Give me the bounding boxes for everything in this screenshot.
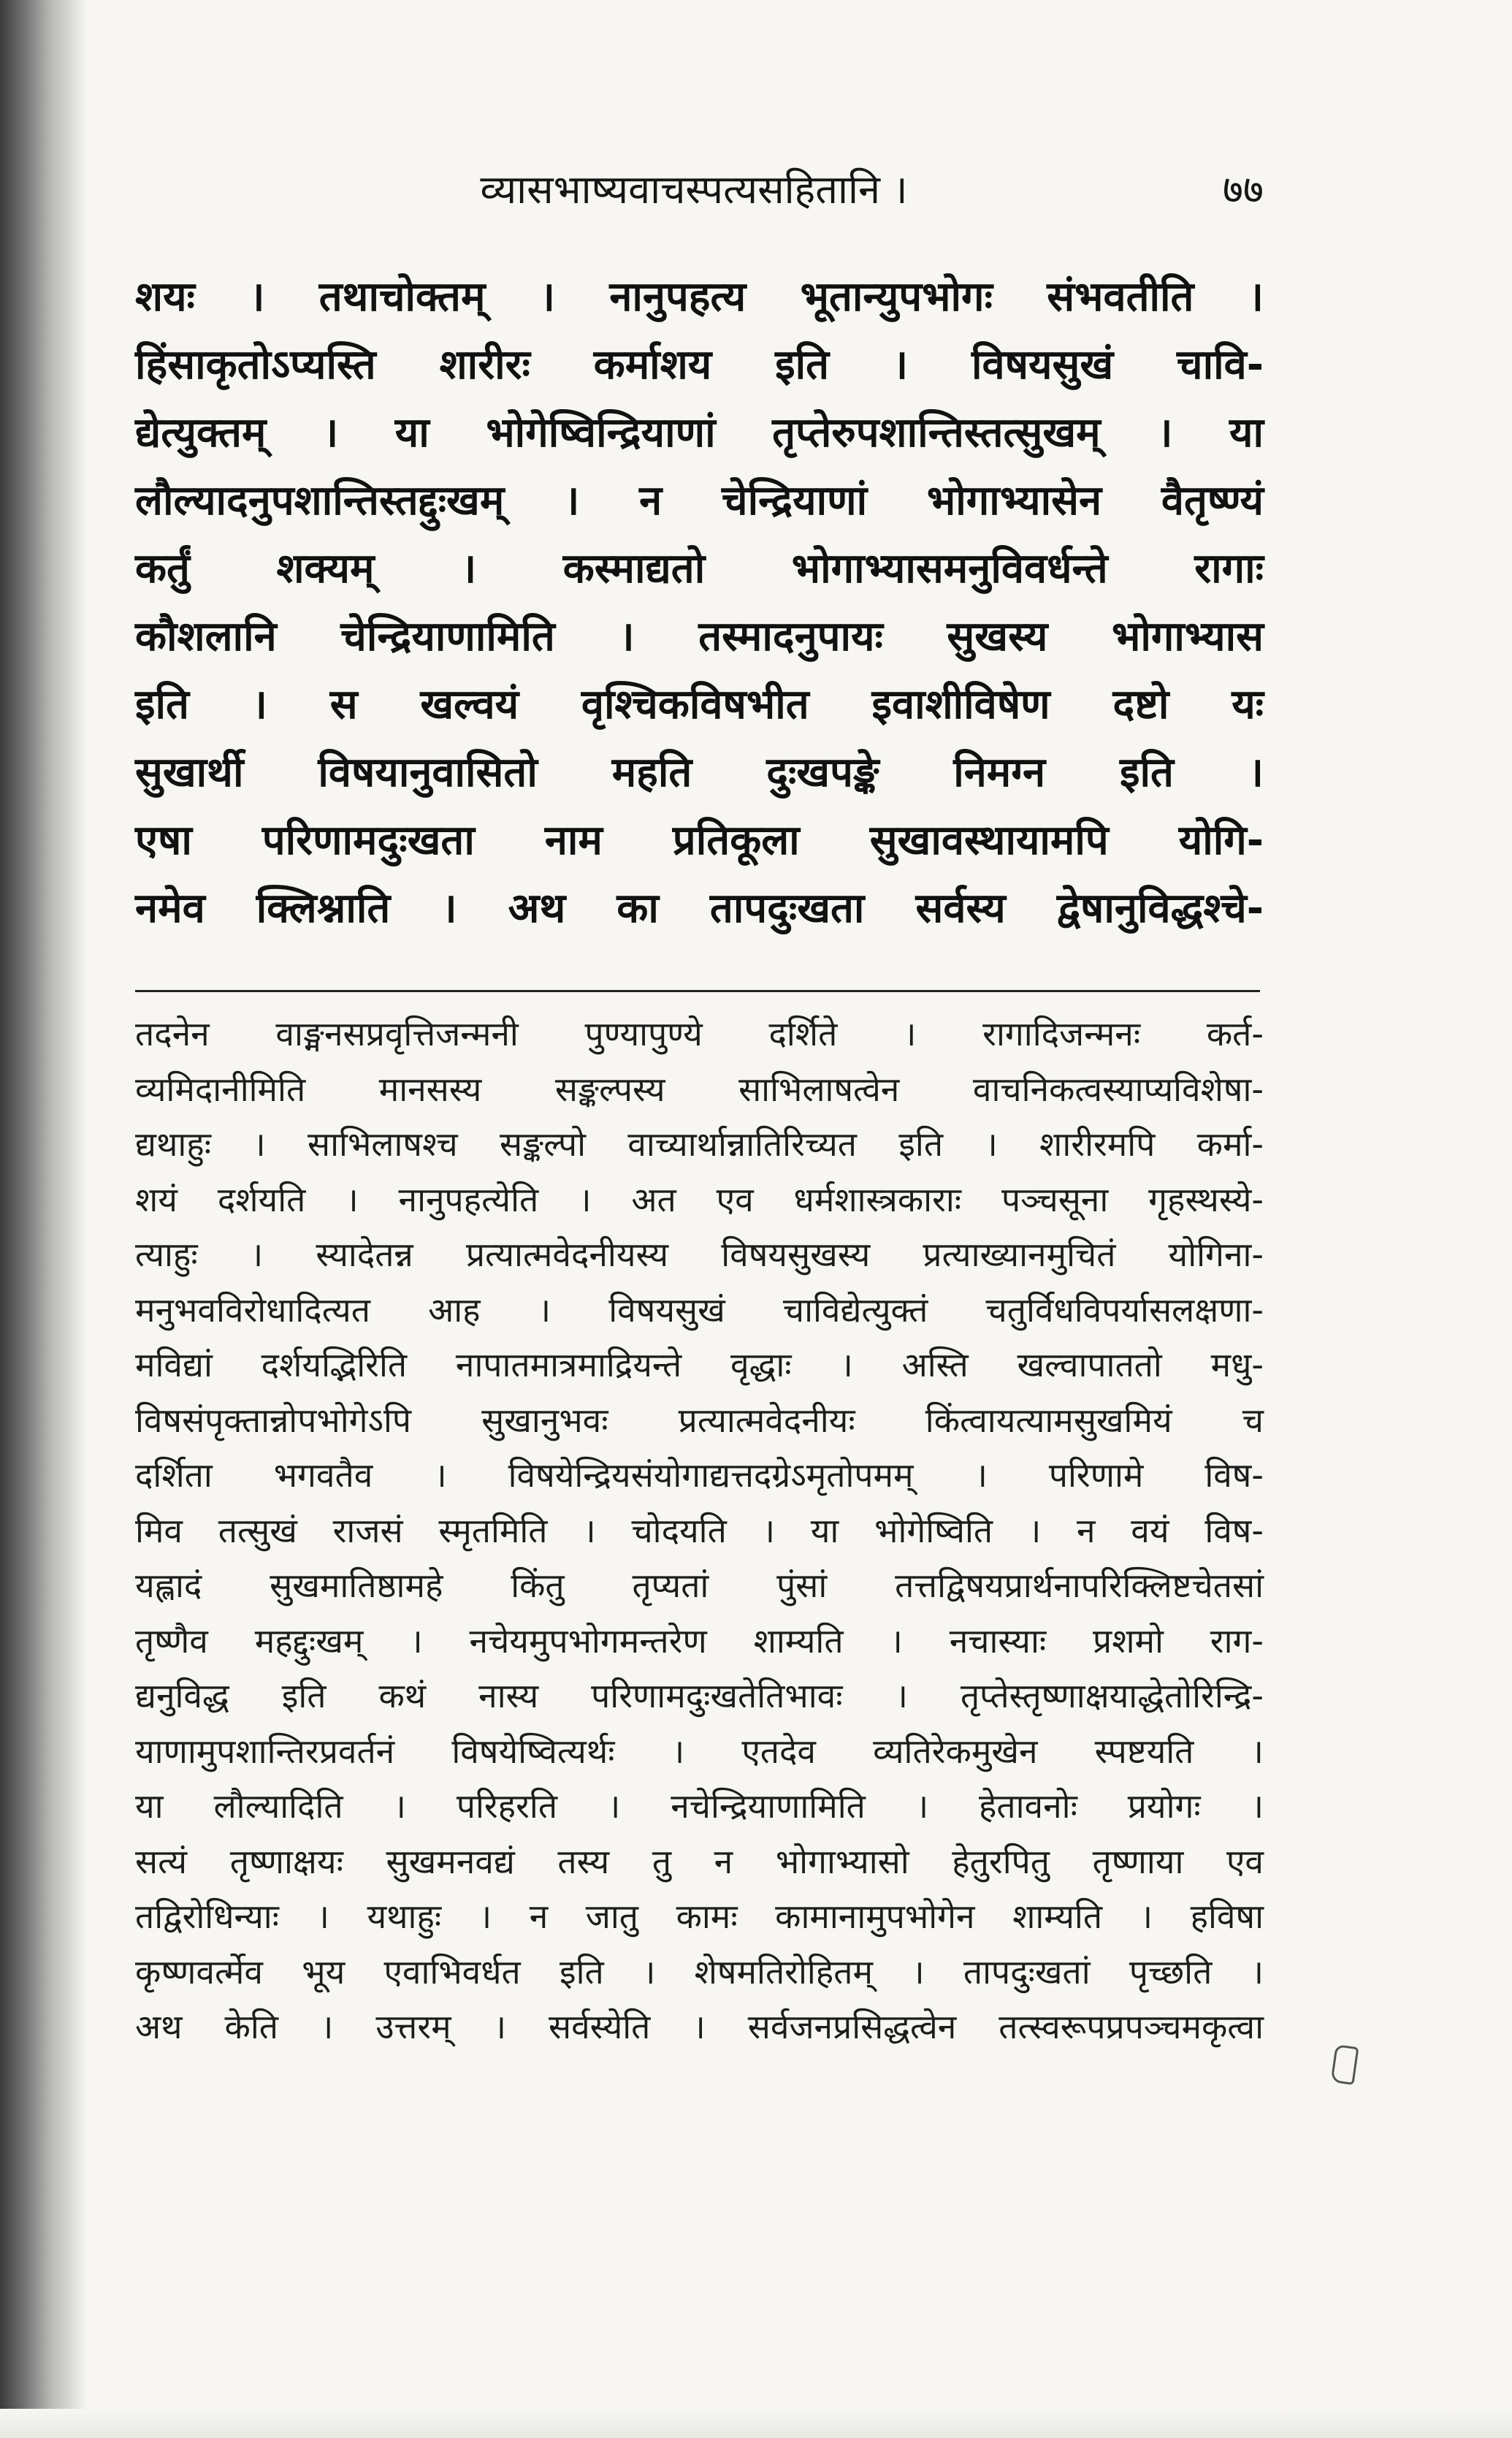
commentary-block [135, 1007, 1264, 2055]
main-text-line: नमेव क्लिश्नाति । अथ का तापदुःखता सर्वस्य द्वेषानुविद्धश्चे- [135, 885, 1264, 932]
commentary-line: तदनेन वाङ्मनसप्रवृत्तिजन्मनी पुण्यापुण्ये दर्शिते । रागादिजन्मनः कर्त- [135, 1014, 1264, 1054]
section-divider [135, 990, 1260, 992]
commentary-line: मविद्यां दर्शयद्भिरिति नापातमात्रमाद्रियन्ते वृद्धाः । अस्ति खल्वापाततो मधु- [135, 1345, 1264, 1384]
commentary-line: याणामुपशान्तिरप्रवर्तनं विषयेष्वित्यर्थः । एतदेव व्यतिरेकमुखेन स्पष्टयति । [135, 1731, 1264, 1771]
page-number: ७७ [1222, 167, 1264, 213]
commentary-line: अथ केति । उत्तरम् । सर्वस्येति । सर्वजनप्रसिद्धत्वेन तत्स्वरूपप्रपञ्चमकृत्वा [135, 2007, 1264, 2046]
commentary-line: तृष्णैव महद्दुःखम् । नचेयमुपभोगमन्तरेण शाम्यति । नचास्याः प्रशमो राग- [135, 1620, 1264, 1661]
page-binding-shadow [0, 0, 88, 2438]
commentary-line: मनुभवविरोधादित्यत आह । विषयसुखं चाविद्येत्युक्तं चतुर्विधविपर्यासलक्षणा- [135, 1290, 1264, 1330]
main-text-line: शयः । तथाचोक्तम् । नानुपहत्य भूतान्युपभोगः संभवतीति । [135, 273, 1264, 321]
commentary-line: या लौल्यादिति । परिहरति । नचेन्द्रियाणामिति । हेतावनोः प्रयोगः । [135, 1786, 1264, 1826]
main-text-line: कर्तुं शक्यम् । कस्माद्यतो भोगाभ्यासमनुविवर्धन्ते रागाः [135, 545, 1264, 593]
commentary-line: मिव तत्सुखं राजसं स्मृतमिति । चोदयति । या भोगेष्विति । न वयं विष- [135, 1510, 1264, 1550]
commentary-line: यह्लादं सुखमातिष्ठामहे किंतु तृप्यतां पुंसां तत्तद्विषयप्रार्थनापरिक्लिष्टचेतसां [135, 1566, 1264, 1605]
commentary-line: दर्शिता भगवतैव । विषयेन्द्रियसंयोगाद्यत्तदग्रेऽमृतोपमम् । परिणामे विष- [135, 1455, 1264, 1495]
commentary-line: विषसंपृक्तान्नोपभोगेऽपि सुखानुभवः प्रत्यात्मवेदनीयः किंत्वायत्यामसुखमियं च [135, 1400, 1264, 1440]
commentary-line: सत्यं तृष्णाक्षयः सुखमनवद्यं तस्य तु न भोगाभ्यासो हेतुरपितु तृष्णाया एव [135, 1841, 1264, 1881]
running-title: व्यासभाष्यवाचस्पत्यसहितानि । [480, 167, 908, 213]
main-text-line: एषा परिणामदुःखता नाम प्रतिकूला सुखावस्थायामपि योगि- [135, 817, 1264, 864]
commentary-line: द्यथाहुः । साभिलाषश्च सङ्कल्पो वाच्यार्थान्नातिरिच्यत इति । शारीरमपि कर्मा- [135, 1124, 1264, 1164]
commentary-line: द्यनुविद्ध इति कथं नास्य परिणामदुःखतेतिभावः । तृप्तेस्तृष्णाक्षयाद्धेतोरिन्द्रि- [135, 1676, 1264, 1715]
main-text-line: इति । स खल्वयं वृश्चिकविषभीत इवाशीविषेण दष्टो यः [135, 681, 1264, 728]
main-text-line: हिंसाकृतोऽप्यस्ति शारीरः कर्माशय इति । विषयसुखं चावि- [135, 341, 1264, 389]
commentary-line: तद्विरोधिन्याः । यथाहुः । न जातु कामः कामानामुपभोगेन शाम्यति । हविषा [135, 1897, 1264, 1936]
commentary-line: त्याहुः । स्यादेतन्न प्रत्यात्मवेदनीयस्य विषयसुखस्य प्रत्याख्यानमुचितं योगिना- [135, 1235, 1264, 1274]
commentary-line: कृष्णवर्त्मेव भूय एवाभिवर्धत इति । शेषमतिरोहितम् । तापदुःखतां पृच्छति । [135, 1951, 1264, 1992]
page-bottom-shade [0, 2409, 1512, 2438]
commentary-line: शयं दर्शयति । नानुपहत्येति । अत एव धर्मशास्त्रकाराः पञ्चसूना गृहस्थस्ये- [135, 1179, 1264, 1219]
main-text-line: सुखार्थी विषयानुवासितो महति दुःखपङ्के निमग्न इति । [135, 749, 1264, 796]
main-text-line: लौल्यादनुपशान्तिस्तद्दुःखम् । न चेन्द्रियाणां भोगाभ्यासेन वैतृष्ण्यं [135, 477, 1264, 525]
main-text-line: कौशलानि चेन्द्रियाणामिति । तस्मादनुपायः सुखस्य भोगाभ्यास [135, 613, 1264, 660]
margin-pencil-mark [1331, 2044, 1359, 2085]
main-text-block [135, 263, 1264, 942]
main-text-line: द्येत्युक्तम् । या भोगेष्विन्द्रियाणां तृप्तेरुपशान्तिस्तत्सुखम् । या [135, 409, 1264, 457]
commentary-line: व्यमिदानीमिति मानसस्य सङ्कल्पस्य साभिलाषत्वेन वाचनिकत्वस्याप्यविशेषा- [135, 1069, 1264, 1109]
